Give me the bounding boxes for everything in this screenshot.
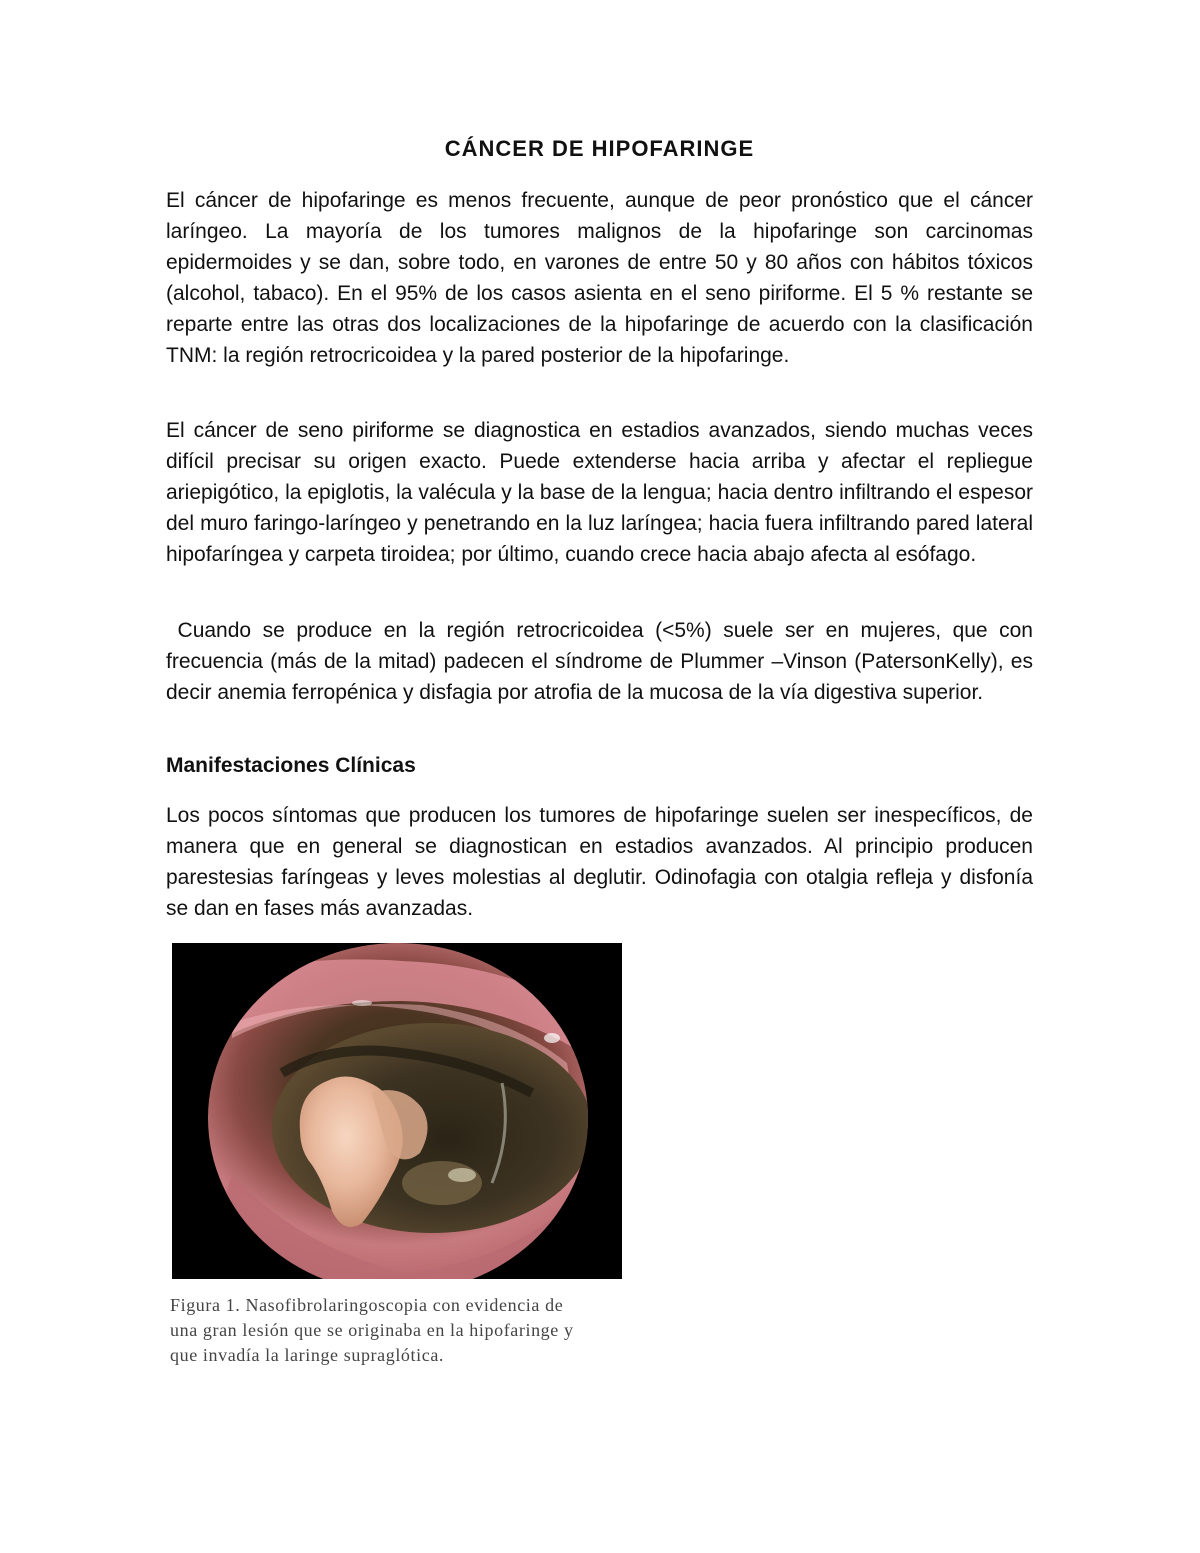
section-heading: Manifestaciones Clínicas xyxy=(166,754,416,777)
caption-line: que invadía la laringe supraglótica. xyxy=(170,1345,445,1365)
paragraph-seno-piriforme: El cáncer de seno piriforme se diagnostica en estadios avanzados, siendo muchas veces difícil precisar su origen exacto. Puede extenderse hacia arriba y afectar el repliegue ariepigótico, la epiglotis, la valécula y la base de la lengua; hacia dentro infiltrando el espesor del muro faringo-laríngeo y penetrando en la luz laríngea; hacia fuera infiltrando pared lateral hipofaríngea y carpeta tiroidea; por último, cuando crece hacia abajo afecta al esófago. xyxy=(166,419,1033,566)
paragraph-intro: El cáncer de hipofaringe es menos frecuente, aunque de peor pronóstico que el cáncer laríngeo. La mayoría de los tumores malignos de la hipofaringe son carcinomas epidermoides y se dan, sobre todo, en varones de entre 50 y 80 años con hábitos tóxicos (alcohol, tabaco). En el 95% de los casos asienta en el seno piriforme. El 5 % restante se reparte entre las otras dos localizaciones de la hipofaringe de acuerdo con la clasificación TNM: la región retrocricoidea y la pared posterior de la hipofaringe. xyxy=(166,189,1033,367)
caption-line: una gran lesión que se originaba en la hipofaringe y xyxy=(170,1320,574,1340)
document-title: CÁNCER DE HIPOFARINGE xyxy=(444,136,755,161)
paragraph-manifestaciones: Los pocos síntomas que producen los tumores de hipofaringe suelen ser inespecíficos, de manera que en general se diagnostican en estadios avanzados. Al principio producen parestesias faríngeas y leves molestias al deglutir. Odinofagia con otalgia refleja y disfonía se dan en fases más avanzadas. xyxy=(166,804,1033,920)
paragraph-retrocricoidea: Cuando se produce en la región retrocricoidea (<5%) suele ser en mujeres, que con frecuencia (más de la mitad) padecen el síndrome de Plummer –Vinson (PatersonKelly), es decir anemia ferropénica y disfagia por atrofia de la mucosa de la vía digestiva superior. xyxy=(166,619,1039,704)
caption-line: Figura 1. Nasofibrolaringoscopia con evidencia de xyxy=(170,1295,564,1315)
figure-caption xyxy=(170,1293,630,1368)
endoscopy-figure-image xyxy=(172,943,622,1279)
